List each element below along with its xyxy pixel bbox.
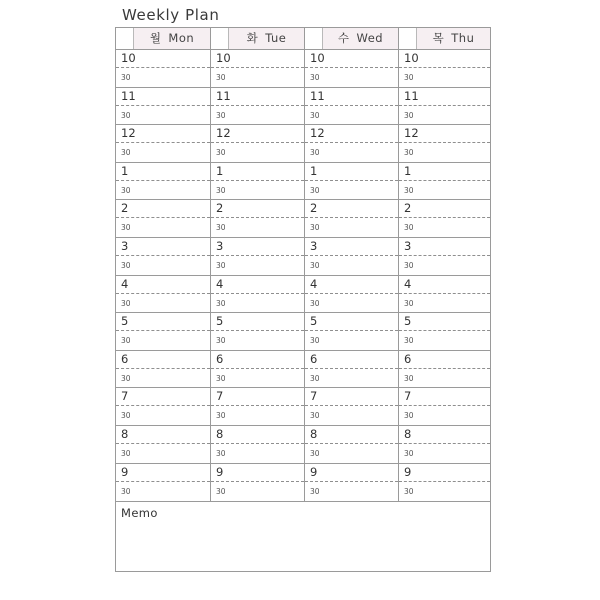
half-hour-divider [211,105,304,106]
hour-label: 1 [404,163,412,178]
half-hour-label: 30 [404,73,414,82]
hour-label: 3 [310,238,318,253]
hour-slot[interactable] [305,238,398,276]
hour-label: 11 [404,88,419,103]
day-header-label [416,28,490,49]
half-hour-divider [211,405,304,406]
hour-label: 9 [121,464,129,479]
half-hour-divider [305,293,398,294]
hour-slot[interactable] [305,125,398,163]
hour-label: 7 [404,389,412,404]
schedule-grid [116,50,490,501]
half-hour-divider [211,67,304,68]
hour-slot[interactable] [211,426,304,464]
hour-slot[interactable] [305,163,398,201]
half-hour-label: 30 [310,298,320,308]
day-ko-label: 목 [432,31,445,45]
page-title: Weekly Plan [122,6,220,24]
hour-slot[interactable] [211,50,304,88]
hour-slot[interactable] [211,163,304,201]
half-hour-divider [305,330,398,331]
hour-label: 1 [310,163,318,178]
hour-label: 2 [404,201,412,216]
hour-slot[interactable] [305,426,398,464]
half-hour-divider [399,217,490,218]
hour-slot[interactable] [211,88,304,126]
hour-label: 11 [216,88,231,103]
day-column-thu [398,50,490,501]
hour-label: 11 [310,88,325,103]
hour-label: 12 [216,126,231,141]
day-en-label: Tue [265,31,287,45]
half-hour-label: 30 [310,486,320,496]
half-hour-divider [211,180,304,181]
memo-label: Memo [121,506,158,520]
half-hour-label: 30 [216,110,226,120]
hour-label: 7 [310,389,318,404]
half-hour-label: 30 [310,148,320,158]
day-ko-label: 수 [337,31,350,45]
hour-slot[interactable] [399,50,490,88]
hour-slot[interactable] [399,163,490,201]
half-hour-label: 30 [310,411,320,421]
half-hour-divider [116,405,210,406]
day-header-label [228,28,304,49]
hour-label: 2 [310,201,318,216]
half-hour-label: 30 [216,336,226,346]
half-hour-label: 30 [404,373,414,383]
half-hour-label: 30 [404,336,414,346]
day-en-label: Mon [168,31,195,45]
half-hour-label: 30 [404,110,414,120]
half-hour-label: 30 [216,448,226,458]
hour-label: 9 [310,464,318,479]
hour-slot[interactable] [116,50,210,88]
day-column-tue [210,50,304,501]
hour-label: 7 [216,389,224,404]
hour-label: 4 [121,276,129,291]
hour-label: 9 [404,464,412,479]
day-header-label [322,28,398,49]
half-hour-divider [305,67,398,68]
hour-slot[interactable] [305,50,398,88]
hour-slot[interactable] [399,313,490,351]
half-hour-divider [211,142,304,143]
half-hour-divider [399,255,490,256]
hour-label: 12 [310,126,325,141]
half-hour-label: 30 [216,73,226,82]
half-hour-divider [211,217,304,218]
hour-slot[interactable] [305,388,398,426]
hour-label: 10 [121,51,136,65]
hour-label: 4 [216,276,224,291]
day-column-wed [304,50,398,501]
hour-label: 10 [310,51,325,65]
half-hour-label: 30 [310,73,320,82]
half-hour-label: 30 [121,336,131,346]
half-hour-label: 30 [310,448,320,458]
hour-label: 12 [404,126,419,141]
hour-slot[interactable] [399,88,490,126]
half-hour-label: 30 [216,298,226,308]
hour-slot[interactable] [116,313,210,351]
hour-label: 9 [216,464,224,479]
half-hour-divider [116,142,210,143]
half-hour-divider [399,142,490,143]
half-hour-label: 30 [121,185,131,195]
hour-slot[interactable] [211,388,304,426]
half-hour-divider [399,443,490,444]
hour-label: 10 [216,51,231,65]
hour-slot[interactable] [399,276,490,314]
half-hour-divider [305,142,398,143]
half-hour-label: 30 [121,223,131,233]
half-hour-label: 30 [121,73,131,82]
hour-slot[interactable] [305,313,398,351]
hour-label: 6 [310,351,318,366]
day-header-label [133,28,210,49]
hour-slot[interactable] [399,426,490,464]
half-hour-label: 30 [310,336,320,346]
half-hour-label: 30 [121,373,131,383]
hour-label: 3 [404,238,412,253]
hour-slot[interactable] [399,125,490,163]
half-hour-divider [305,405,398,406]
hour-slot[interactable] [116,88,210,126]
hour-slot[interactable] [116,351,210,389]
half-hour-divider [116,443,210,444]
hour-slot[interactable] [211,125,304,163]
hour-label: 6 [121,351,129,366]
half-hour-label: 30 [310,373,320,383]
half-hour-label: 30 [216,260,226,270]
hour-label: 5 [121,314,129,329]
half-hour-label: 30 [121,110,131,120]
hour-label: 8 [121,426,129,441]
half-hour-divider [116,105,210,106]
half-hour-divider [211,481,304,482]
hour-slot[interactable] [211,313,304,351]
hour-slot[interactable] [116,238,210,276]
half-hour-divider [305,443,398,444]
day-header-row [116,28,490,50]
half-hour-label: 30 [404,185,414,195]
half-hour-divider [399,180,490,181]
half-hour-label: 30 [121,486,131,496]
hour-label: 8 [310,426,318,441]
half-hour-label: 30 [404,148,414,158]
half-hour-label: 30 [310,260,320,270]
hour-slot[interactable] [116,276,210,314]
half-hour-label: 30 [121,260,131,270]
day-en-label: Wed [356,31,384,45]
hour-slot[interactable] [116,200,210,238]
hour-slot[interactable] [399,351,490,389]
hour-slot[interactable] [399,388,490,426]
half-hour-divider [211,330,304,331]
half-hour-label: 30 [310,185,320,195]
half-hour-label: 30 [216,373,226,383]
hour-slot[interactable] [211,464,304,502]
half-hour-label: 30 [404,448,414,458]
half-hour-divider [116,293,210,294]
hour-label: 5 [404,314,412,329]
hour-label: 1 [121,163,129,178]
day-en-label: Thu [451,31,475,45]
half-hour-divider [211,368,304,369]
hour-label: 6 [216,351,224,366]
half-hour-divider [116,368,210,369]
hour-label: 6 [404,351,412,366]
hour-slot[interactable] [305,276,398,314]
hour-slot[interactable] [399,238,490,276]
half-hour-divider [305,180,398,181]
half-hour-label: 30 [216,223,226,233]
hour-label: 4 [310,276,318,291]
hour-slot[interactable] [211,276,304,314]
half-hour-divider [211,255,304,256]
hour-slot[interactable] [116,464,210,502]
half-hour-divider [399,405,490,406]
hour-slot[interactable] [116,426,210,464]
half-hour-divider [305,217,398,218]
hour-label: 10 [404,51,419,65]
half-hour-divider [211,293,304,294]
hour-label: 5 [216,314,224,329]
half-hour-divider [116,255,210,256]
half-hour-divider [305,368,398,369]
hour-label: 3 [216,238,224,253]
half-hour-label: 30 [216,486,226,496]
hour-label: 2 [216,201,224,216]
day-header-tue [210,28,304,49]
half-hour-label: 30 [404,486,414,496]
half-hour-divider [116,217,210,218]
day-column-mon [116,50,210,501]
half-hour-divider [305,481,398,482]
half-hour-label: 30 [310,110,320,120]
half-hour-divider [116,481,210,482]
half-hour-divider [305,255,398,256]
hour-label: 12 [121,126,136,141]
hour-slot[interactable] [399,200,490,238]
hour-slot[interactable] [305,200,398,238]
day-header-mon [116,28,210,49]
hour-slot[interactable] [116,163,210,201]
half-hour-divider [305,105,398,106]
half-hour-divider [399,481,490,482]
hour-label: 3 [121,238,129,253]
half-hour-label: 30 [121,448,131,458]
day-ko-label: 화 [246,31,259,45]
memo-box[interactable] [116,501,490,572]
hour-slot[interactable] [116,388,210,426]
half-hour-label: 30 [121,411,131,421]
half-hour-label: 30 [404,223,414,233]
hour-label: 2 [121,201,129,216]
half-hour-label: 30 [216,148,226,158]
half-hour-label: 30 [121,298,131,308]
hour-slot[interactable] [211,200,304,238]
half-hour-divider [399,67,490,68]
half-hour-label: 30 [216,411,226,421]
half-hour-label: 30 [404,260,414,270]
hour-label: 1 [216,163,224,178]
day-ko-label: 월 [149,31,162,45]
hour-slot[interactable] [305,351,398,389]
half-hour-label: 30 [404,411,414,421]
hour-slot[interactable] [305,464,398,502]
half-hour-divider [399,105,490,106]
hour-slot[interactable] [399,464,490,502]
hour-label: 8 [216,426,224,441]
day-header-wed [304,28,398,49]
half-hour-divider [116,180,210,181]
hour-label: 11 [121,88,136,103]
day-header-thu [398,28,490,49]
hour-label: 4 [404,276,412,291]
half-hour-divider [116,67,210,68]
hour-slot[interactable] [211,351,304,389]
half-hour-label: 30 [404,298,414,308]
half-hour-divider [399,330,490,331]
hour-label: 7 [121,389,129,404]
hour-label: 8 [404,426,412,441]
hour-slot[interactable] [211,238,304,276]
half-hour-divider [399,293,490,294]
half-hour-label: 30 [310,223,320,233]
half-hour-label: 30 [216,185,226,195]
half-hour-divider [211,443,304,444]
weekly-plan-sheet [115,27,491,572]
half-hour-label: 30 [121,148,131,158]
half-hour-divider [399,368,490,369]
hour-label: 5 [310,314,318,329]
hour-slot[interactable] [305,88,398,126]
hour-slot[interactable] [116,125,210,163]
half-hour-divider [116,330,210,331]
